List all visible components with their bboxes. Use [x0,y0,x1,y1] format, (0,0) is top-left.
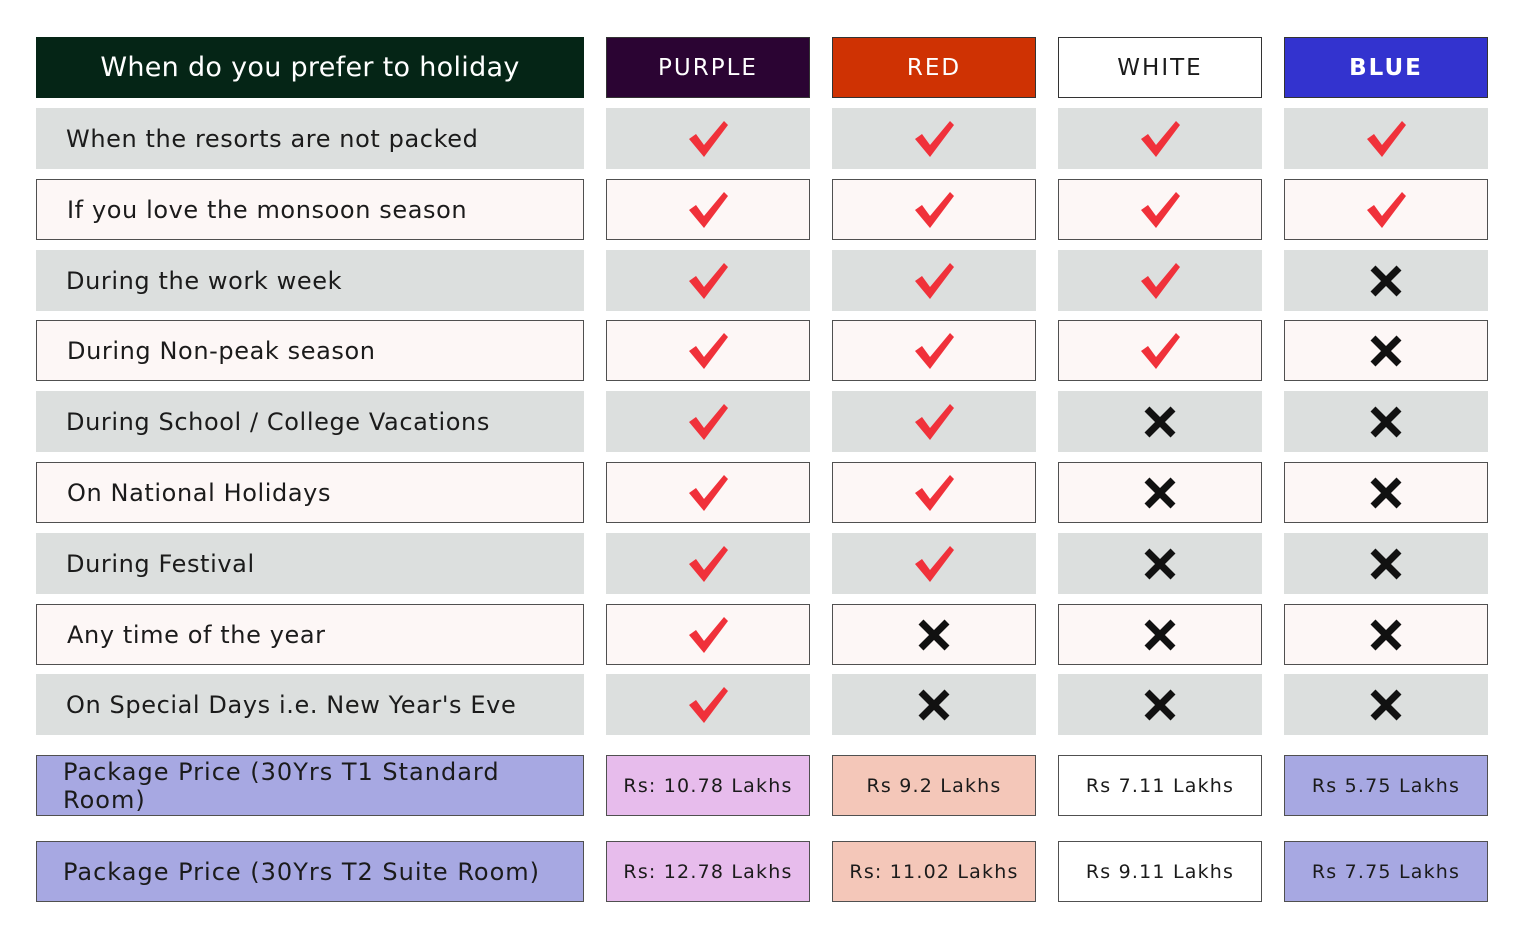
check-icon [1138,119,1182,159]
cell-blue [1284,604,1488,665]
cell-white [1058,320,1262,381]
check-icon [912,261,956,301]
cell-purple [606,462,810,523]
check-icon [686,190,730,230]
cross-icon [1143,618,1177,652]
cell-white [1058,250,1262,311]
cell-purple [606,391,810,452]
table-title: When do you prefer to holiday [36,37,584,98]
cell-white [1058,108,1262,169]
check-icon [686,402,730,442]
cell-blue [1284,674,1488,735]
cross-icon [1369,264,1403,298]
check-icon [912,402,956,442]
check-icon [1138,190,1182,230]
cell-white [1058,533,1262,594]
row-label: During Festival [36,533,584,594]
price-red: Rs 9.2 Lakhs [832,755,1036,816]
column-header-purple: PURPLE [606,37,810,98]
check-icon [1138,331,1182,371]
column-header-red: RED [832,37,1036,98]
cross-icon [1369,405,1403,439]
row-label: When the resorts are not packed [36,108,584,169]
cell-purple [606,604,810,665]
cell-blue [1284,391,1488,452]
check-icon [1364,119,1408,159]
cell-purple [606,320,810,381]
row-label: On National Holidays [36,462,584,523]
cross-icon [1369,688,1403,722]
price-blue: Rs 5.75 Lakhs [1284,755,1488,816]
cell-blue [1284,533,1488,594]
cross-icon [917,618,951,652]
row-label: Any time of the year [36,604,584,665]
cross-icon [1369,476,1403,510]
cell-blue [1284,250,1488,311]
cross-icon [1143,405,1177,439]
cell-red [832,108,1036,169]
cell-purple [606,533,810,594]
check-icon [686,544,730,584]
cell-purple [606,108,810,169]
column-header-white: WHITE [1058,37,1262,98]
cell-purple [606,179,810,240]
cross-icon [1143,476,1177,510]
check-icon [686,261,730,301]
cell-blue [1284,320,1488,381]
check-icon [912,331,956,371]
cell-purple [606,250,810,311]
row-label: On Special Days i.e. New Year's Eve [36,674,584,735]
row-label: During Non-peak season [36,320,584,381]
check-icon [686,615,730,655]
cell-white [1058,462,1262,523]
cross-icon [1369,618,1403,652]
price-blue: Rs 7.75 Lakhs [1284,841,1488,902]
column-header-blue: BLUE [1284,37,1488,98]
price-label: Package Price (30Yrs T2 Suite Room) [36,841,584,902]
check-icon [686,685,730,725]
row-label: During School / College Vacations [36,391,584,452]
cross-icon [917,688,951,722]
price-purple: Rs: 12.78 Lakhs [606,841,810,902]
row-label: If you love the monsoon season [36,179,584,240]
cell-blue [1284,462,1488,523]
cell-red [832,179,1036,240]
cross-icon [1143,547,1177,581]
cell-purple [606,674,810,735]
cell-red [832,391,1036,452]
check-icon [912,544,956,584]
cross-icon [1369,334,1403,368]
cell-red [832,320,1036,381]
price-label: Package Price (30Yrs T1 Standard Room) [36,755,584,816]
check-icon [1364,190,1408,230]
check-icon [912,473,956,513]
cell-red [832,250,1036,311]
cell-red [832,604,1036,665]
check-icon [912,119,956,159]
cell-white [1058,179,1262,240]
cell-red [832,462,1036,523]
check-icon [686,331,730,371]
cell-red [832,533,1036,594]
row-label: During the work week [36,250,584,311]
cell-blue [1284,108,1488,169]
check-icon [686,473,730,513]
cell-blue [1284,179,1488,240]
price-red: Rs: 11.02 Lakhs [832,841,1036,902]
check-icon [1138,261,1182,301]
price-purple: Rs: 10.78 Lakhs [606,755,810,816]
cross-icon [1369,547,1403,581]
cell-red [832,674,1036,735]
price-white: Rs 9.11 Lakhs [1058,841,1262,902]
check-icon [912,190,956,230]
cell-white [1058,391,1262,452]
cell-white [1058,604,1262,665]
cell-white [1058,674,1262,735]
cross-icon [1143,688,1177,722]
price-white: Rs 7.11 Lakhs [1058,755,1262,816]
check-icon [686,119,730,159]
